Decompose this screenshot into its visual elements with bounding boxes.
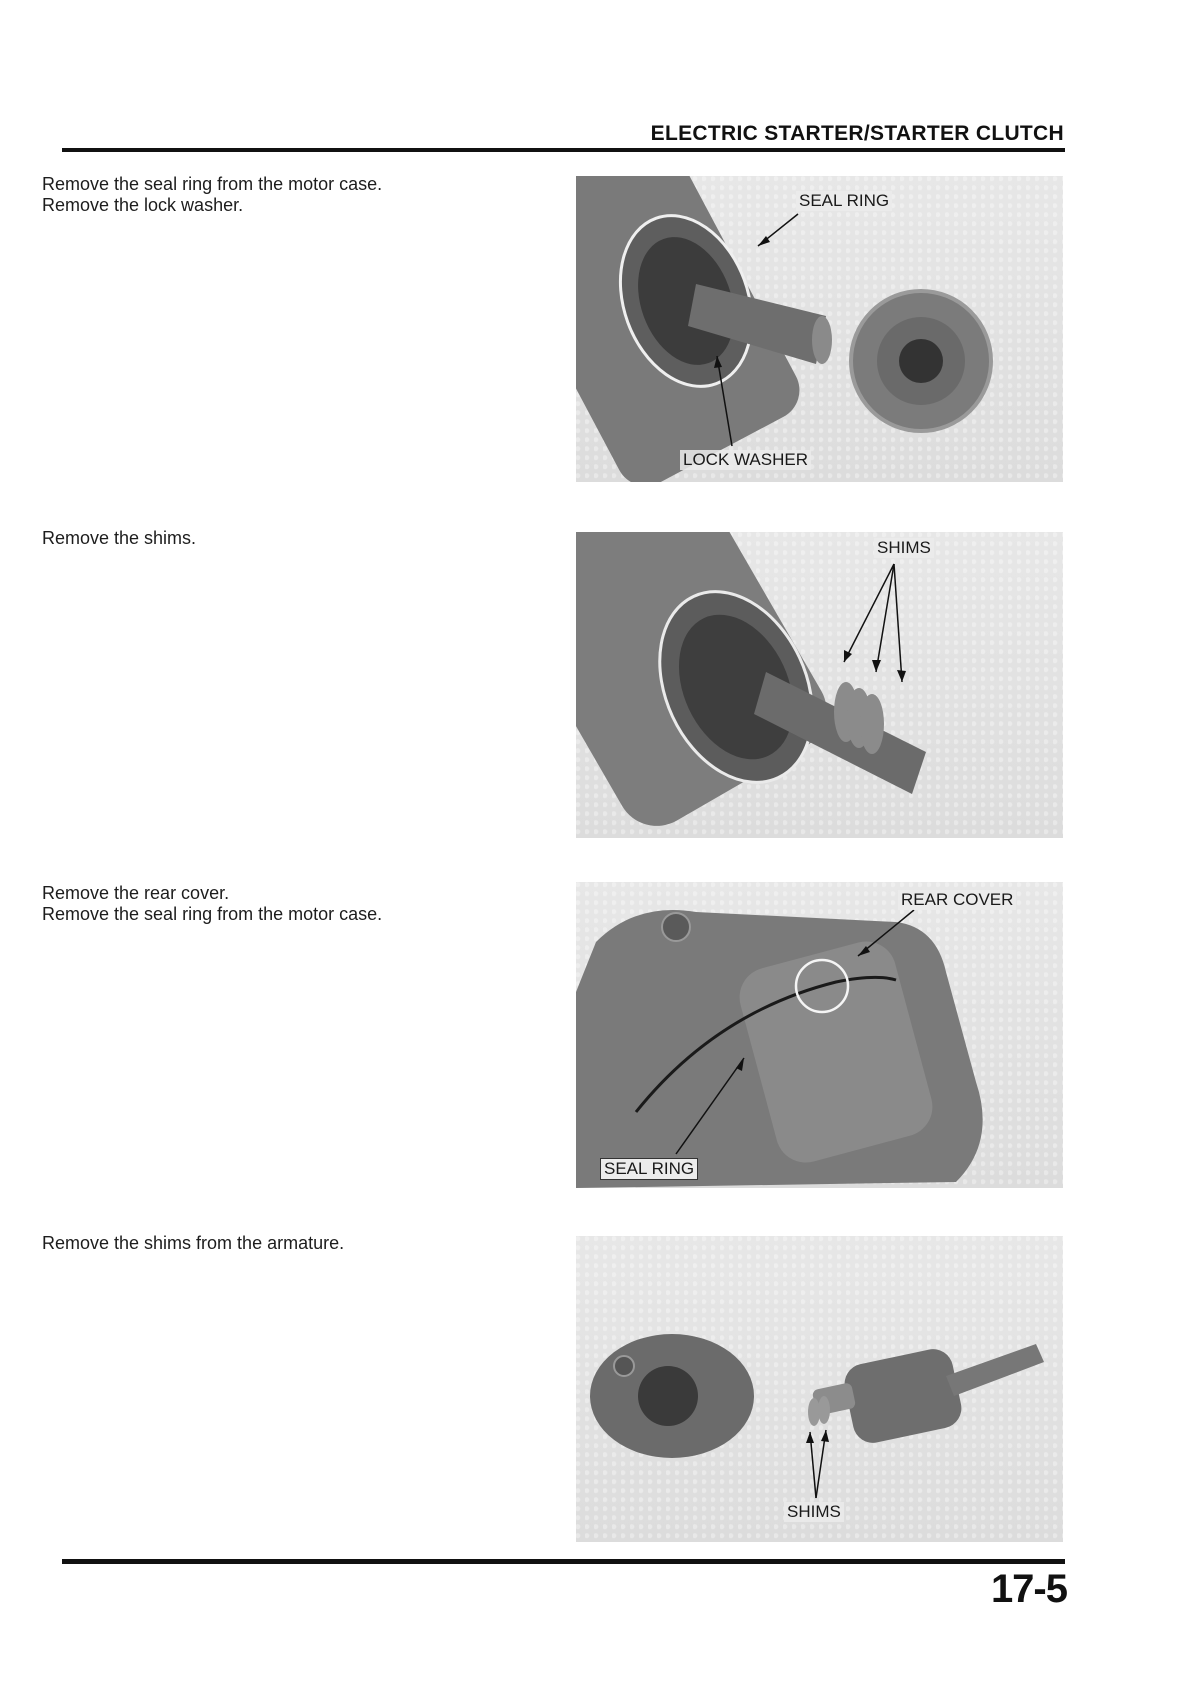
- seal-ring-callout: SEAL RING: [600, 1158, 698, 1180]
- motor-shims-illustration: [576, 532, 1063, 838]
- shims-callout: SHIMS: [874, 538, 934, 558]
- step-3-text: [42, 883, 382, 925]
- armature-shims-illustration: [576, 1236, 1063, 1542]
- rear-cover-callout: REAR COVER: [898, 890, 1016, 910]
- footer-rule: [62, 1559, 1065, 1564]
- step-3-line-1: Remove the rear cover.: [42, 883, 230, 903]
- shims-callout: SHIMS: [784, 1502, 844, 1522]
- step-1-line-1: Remove the seal ring from the motor case.: [42, 174, 383, 194]
- step-1-line-2: Remove the lock washer.: [42, 195, 244, 215]
- section-title: ELECTRIC STARTER/STARTER CLUTCH: [650, 122, 1064, 145]
- step-2-line-1: Remove the shims.: [42, 528, 197, 548]
- lock-washer-callout: LOCK WASHER: [680, 450, 811, 470]
- step-4-text: [42, 1233, 344, 1254]
- seal-ring-callout: SEAL RING: [796, 191, 892, 211]
- step-1-text: [42, 174, 382, 216]
- step-2-text: [42, 528, 196, 549]
- page-number: 17-5: [990, 1567, 1067, 1611]
- step-4-photo: [576, 1236, 1063, 1542]
- step-4-line-1: Remove the shims from the armature.: [42, 1233, 345, 1253]
- step-3-line-2: Remove the seal ring from the motor case.: [42, 904, 383, 924]
- header-rule: [62, 148, 1065, 152]
- motor-case-seal-ring-illustration: [576, 176, 1063, 482]
- step-2-photo: [576, 532, 1063, 838]
- step-3-photo: [576, 882, 1063, 1188]
- step-1-photo: [576, 176, 1063, 482]
- rear-cover-seal-ring-illustration: [576, 882, 1063, 1188]
